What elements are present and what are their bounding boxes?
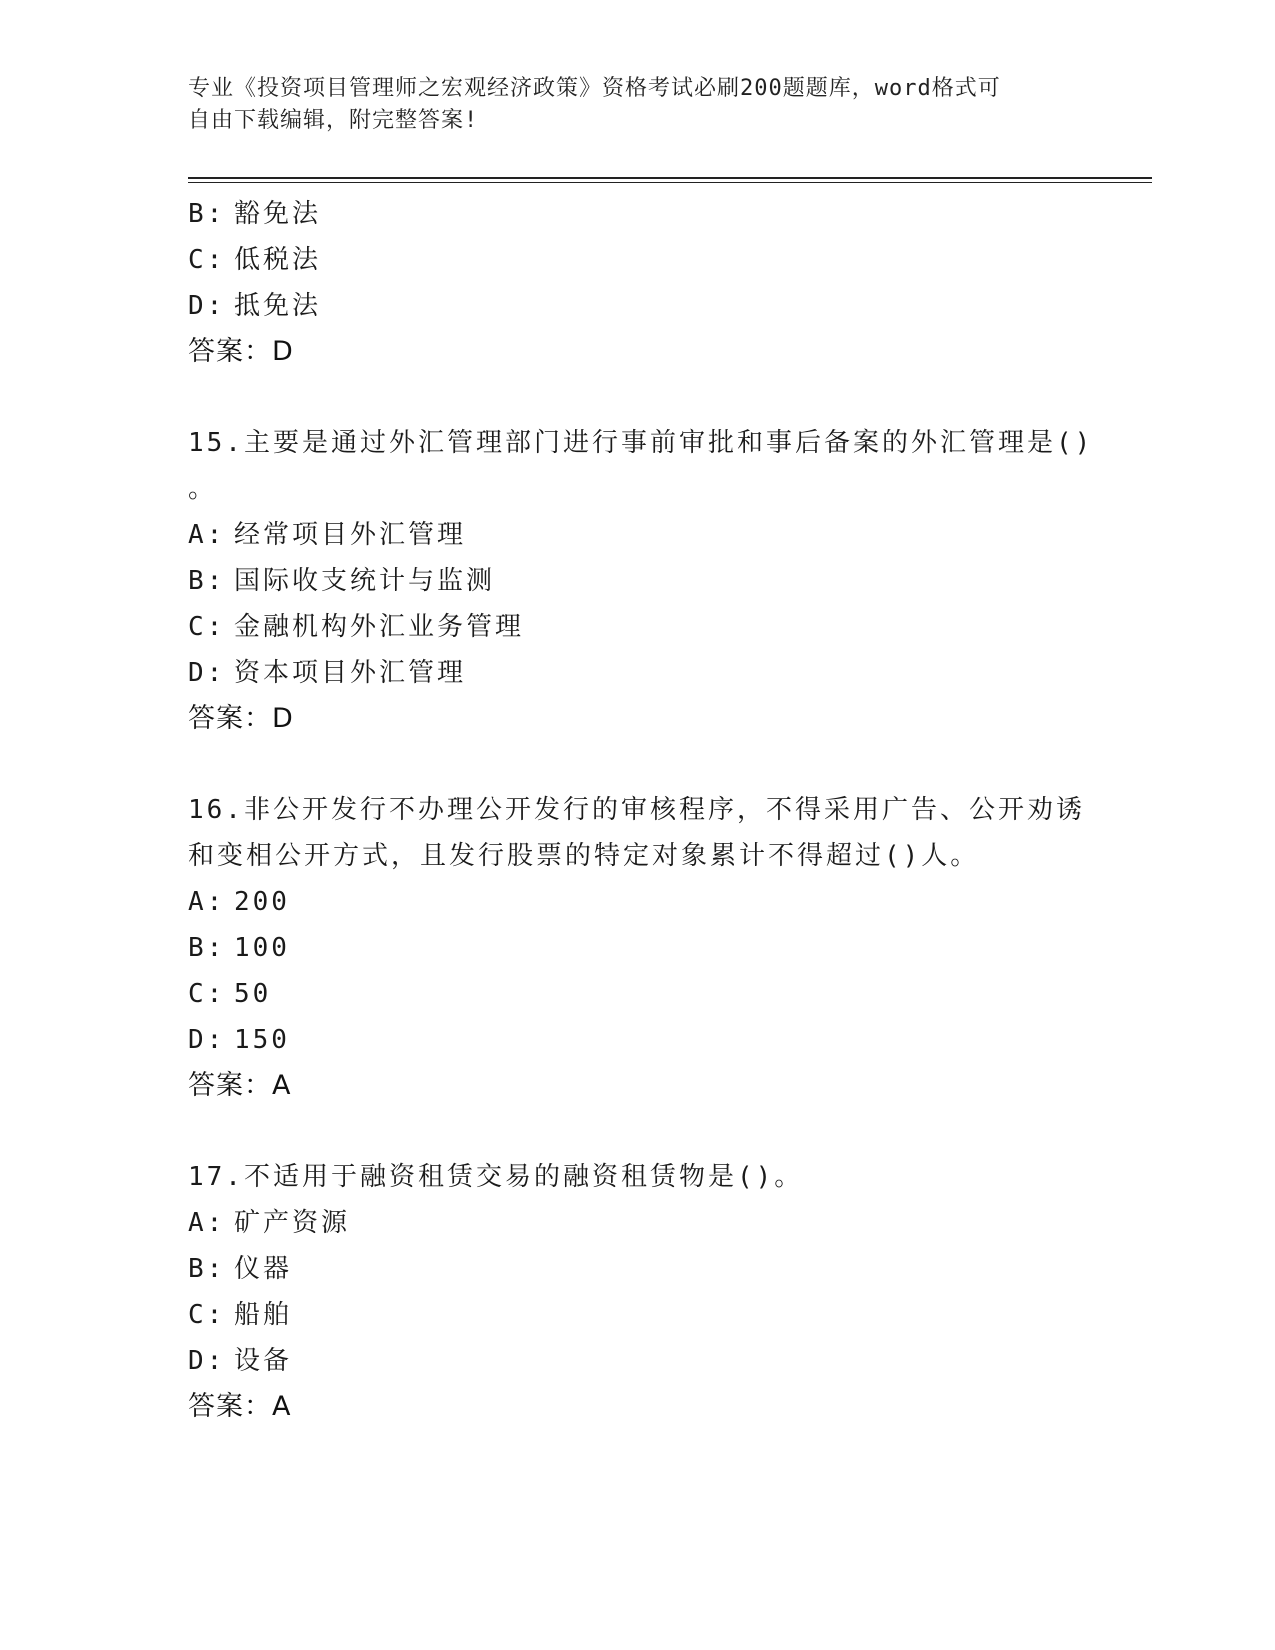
option-key: D: [188,291,226,321]
option-text: 200 [234,887,290,917]
option-text: 矿产资源 [234,1208,351,1238]
question-stem-continued: 。 [188,474,218,504]
option-key: C: [188,612,226,642]
option-text: 仪器 [234,1254,293,1284]
option-key: B: [188,933,226,963]
option-d [188,1017,1088,1063]
answer-line: 答案：A [188,1391,292,1422]
question-stem: 15.主要是通过外汇管理部门进行事前审批和事后备案的外汇管理是() [188,428,1094,458]
option-b [188,191,1088,237]
question-list [188,191,1094,1430]
option-a [188,512,1088,558]
document-header [188,73,1068,137]
question-17 [188,1154,1088,1430]
question-stem: 17.不适用于融资租赁交易的融资租赁物是()。 [188,1162,804,1192]
option-key: B: [188,1254,226,1284]
header-line-1: 专业《投资项目管理师之宏观经济政策》资格考试必刷200题题库，word格式可 [188,76,1001,101]
option-b [188,925,1088,971]
option-c [188,604,1088,650]
option-text: 船舶 [234,1300,293,1330]
option-key: C: [188,1300,226,1330]
question-stem: 16.非公开发行不办理公开发行的审核程序，不得采用广告、公开劝诱 [188,795,1085,825]
option-b [188,1246,1088,1292]
answer-line: 答案：D [188,336,294,367]
option-key: A: [188,1208,226,1238]
option-key: A: [188,887,226,917]
option-key: A: [188,520,226,550]
option-text: 豁免法 [234,199,322,229]
question-14-continued [188,191,1088,375]
option-d [188,283,1088,329]
answer-line: 答案：A [188,1070,292,1101]
option-text: 低税法 [234,245,322,275]
option-a [188,1200,1088,1246]
option-text: 50 [234,979,272,1009]
option-text: 抵免法 [234,291,322,321]
option-key: B: [188,199,226,229]
question-15 [188,420,1094,742]
question-16 [188,787,1088,1109]
option-text: 金融机构外汇业务管理 [234,612,525,642]
option-d [188,1338,1088,1384]
option-text: 设备 [234,1346,293,1376]
option-key: C: [188,979,226,1009]
header-divider-thin [188,182,1152,183]
header-divider-thick [188,177,1152,179]
option-text: 资本项目外汇管理 [234,658,467,688]
option-text: 100 [234,933,290,963]
header-line-2: 自由下载编辑，附完整答案! [188,108,479,133]
option-c [188,1292,1088,1338]
option-d [188,650,1088,696]
option-text: 经常项目外汇管理 [234,520,467,550]
option-key: B: [188,566,226,596]
option-a [188,879,1088,925]
option-key: C: [188,245,226,275]
option-key: D: [188,1346,226,1376]
option-key: D: [188,1025,226,1055]
option-text: 国际收支统计与监测 [234,566,496,596]
option-text: 150 [234,1025,290,1055]
question-stem-continued: 和变相公开方式，且发行股票的特定对象累计不得超过()人。 [188,841,980,871]
answer-line: 答案：D [188,703,294,734]
option-c [188,971,1088,1017]
option-key: D: [188,658,226,688]
option-b [188,558,1088,604]
option-c [188,237,1088,283]
